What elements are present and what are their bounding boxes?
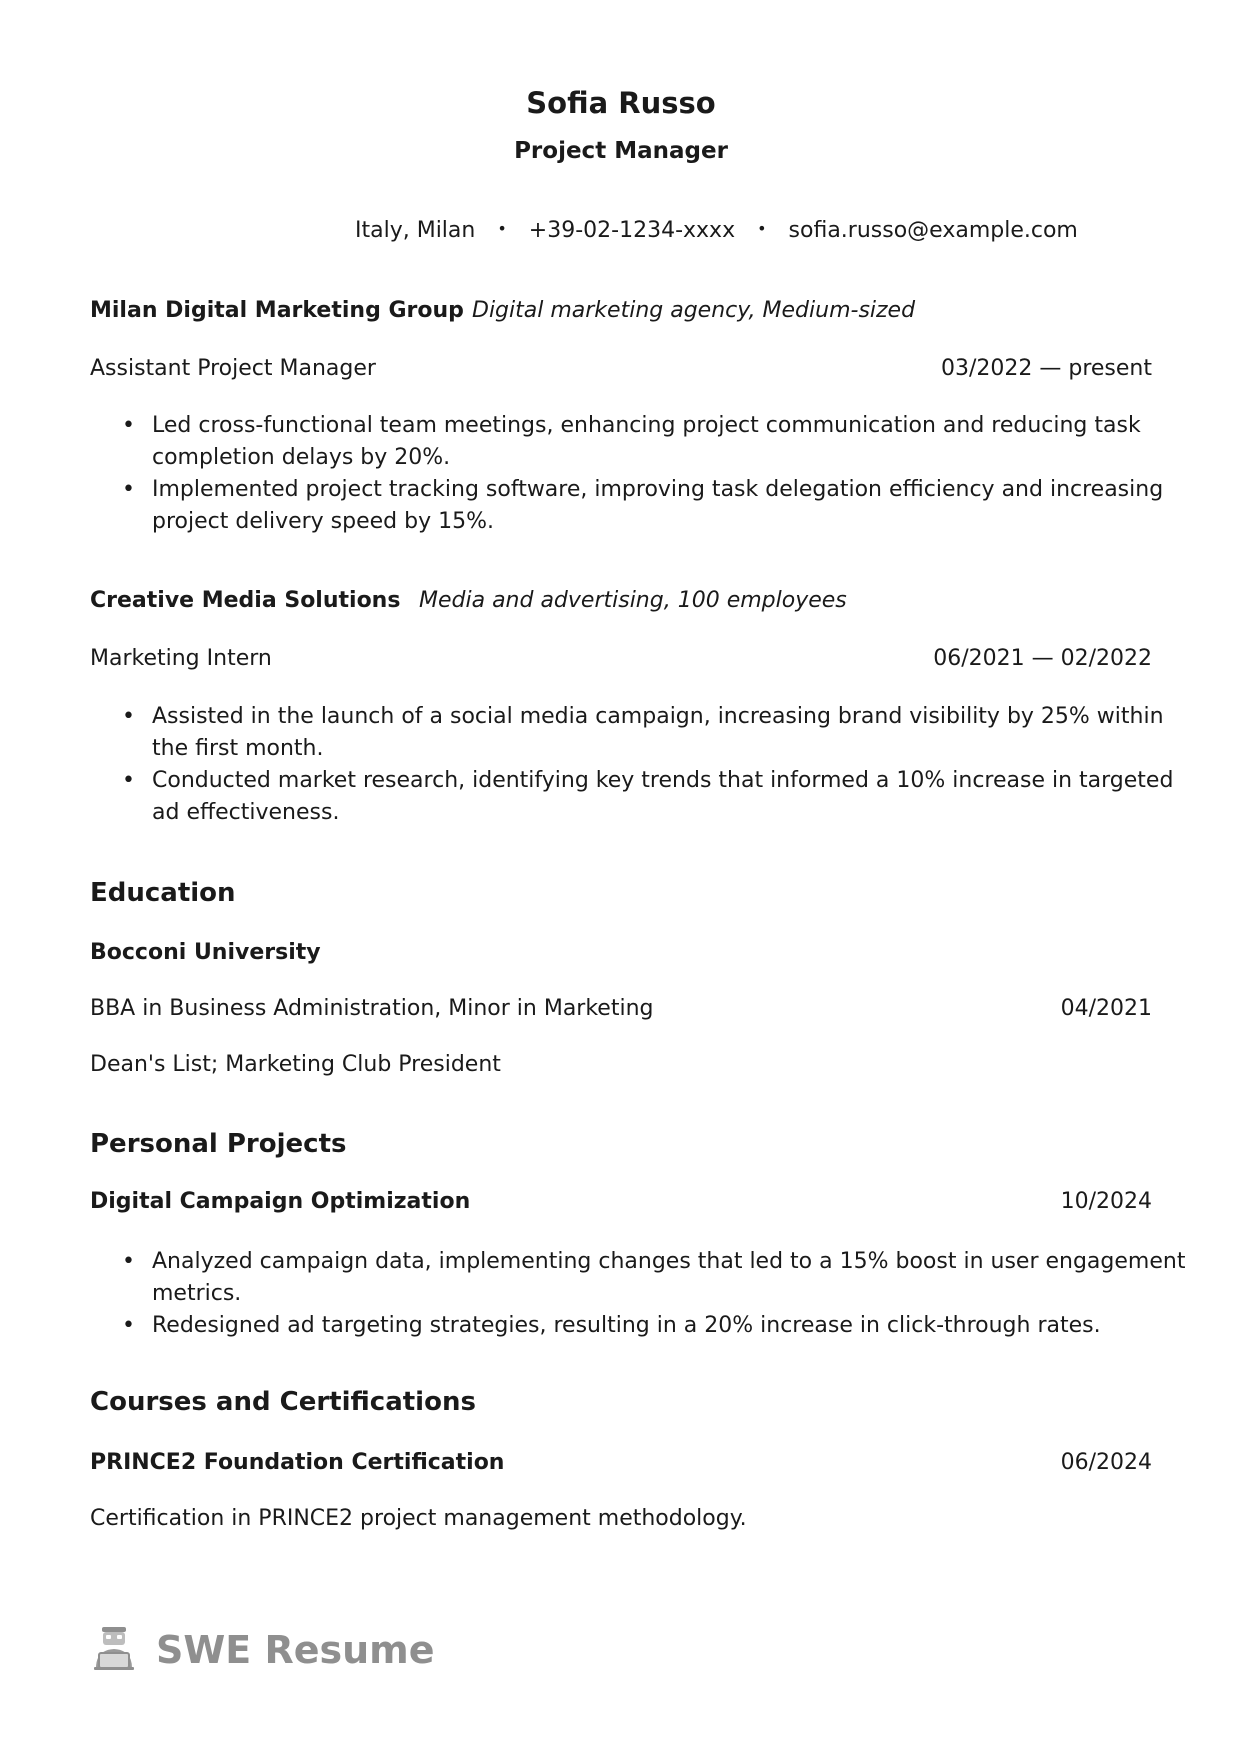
project-date: 10/2024 bbox=[1060, 1189, 1152, 1214]
company-name: Milan Digital Marketing Group bbox=[90, 298, 464, 323]
contact-email: sofia.russo@example.com bbox=[788, 218, 1078, 243]
achievement-item: • Analyzed campaign data, implementing changes that led to a 15% boost in user engagement metrics. bbox=[152, 1246, 1204, 1310]
company-description: Media and advertising, 100 employees bbox=[419, 588, 847, 613]
certification-description: Certification in PRINCE2 project management methodology. bbox=[90, 1506, 747, 1531]
candidate-name: Sofia Russo bbox=[526, 86, 716, 120]
position-dates: 03/2022 — present bbox=[940, 356, 1152, 381]
achievement-item: • Redesigned ad targeting strategies, resulting in a 20% increase in click-through rates. bbox=[152, 1310, 1204, 1342]
position-dates: 06/2021 — 02/2022 bbox=[933, 646, 1152, 671]
certification-title: PRINCE2 Foundation Certification bbox=[90, 1450, 505, 1475]
achievement-list bbox=[90, 410, 1204, 538]
achievement-list bbox=[90, 701, 1204, 829]
position-title: Assistant Project Manager bbox=[90, 356, 376, 381]
achievement-item: • Assisted in the launch of a social media campaign, increasing brand visibility by 25% within the first month. bbox=[152, 701, 1204, 765]
section-heading-projects: Personal Projects bbox=[90, 1129, 347, 1159]
position-title: Marketing Intern bbox=[90, 646, 272, 671]
candidate-title: Project Manager bbox=[514, 138, 728, 164]
graduation-date: 04/2021 bbox=[1060, 996, 1152, 1021]
company-name: Creative Media Solutions bbox=[90, 588, 401, 613]
contact-location: Italy, Milan bbox=[355, 218, 476, 243]
contact-phone: +39-02-1234-xxxx bbox=[528, 218, 736, 243]
achievement-item: • Implemented project tracking software, improving task delegation efficiency and increasing project delivery speed by 15%. bbox=[152, 474, 1204, 538]
certification-date: 06/2024 bbox=[1060, 1450, 1152, 1475]
school-name: Bocconi University bbox=[90, 940, 321, 965]
swe-resume-logo bbox=[90, 1624, 435, 1676]
contact-line bbox=[355, 218, 1078, 243]
achievement-item: • Led cross-functional team meetings, enhancing project communication and reducing task completion delays by 20%. bbox=[152, 410, 1204, 474]
contact-separator: • bbox=[497, 219, 507, 238]
project-title: Digital Campaign Optimization bbox=[90, 1189, 471, 1214]
company-description: Digital marketing agency, Medium-sized bbox=[472, 298, 916, 323]
contact-separator: • bbox=[757, 219, 767, 238]
education-notes: Dean's List; Marketing Club President bbox=[90, 1052, 501, 1077]
degree: BBA in Business Administration, Minor in Marketing bbox=[90, 996, 654, 1021]
section-heading-certifications: Courses and Certifications bbox=[90, 1387, 476, 1417]
section-heading-education: Education bbox=[90, 878, 236, 908]
achievement-item: • Conducted market research, identifying key trends that informed a 10% increase in targeted ad effectiveness. bbox=[152, 765, 1204, 829]
person-laptop-icon bbox=[90, 1624, 138, 1676]
project-achievement-list bbox=[90, 1246, 1204, 1342]
logo-wordmark: SWE Resume bbox=[156, 1628, 435, 1672]
